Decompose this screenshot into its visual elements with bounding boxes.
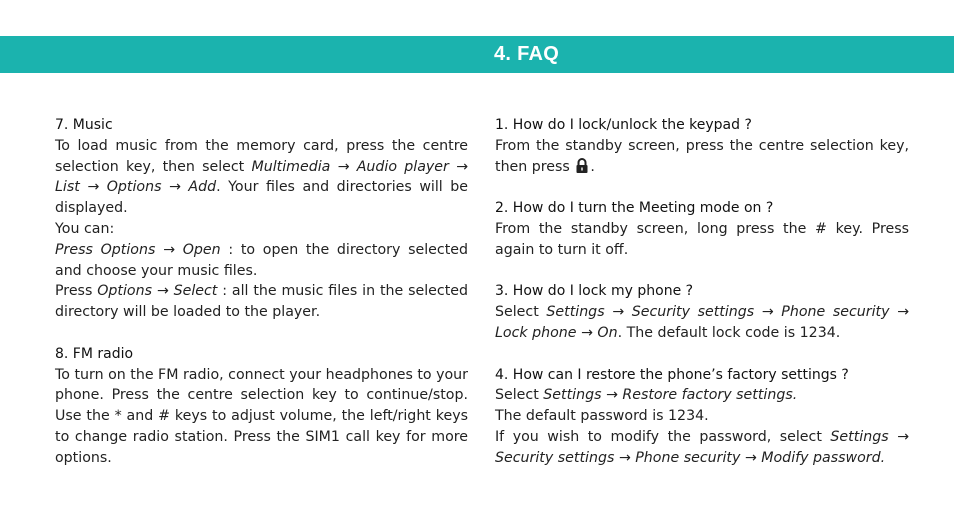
- answer-line-1: [495, 385, 909, 406]
- text: . The default lock code is 1234.: [617, 324, 841, 341]
- answer-line-2: The default password is 1234.: [495, 408, 709, 425]
- section-heading: 7. Music: [55, 117, 113, 133]
- question-heading: 2. How do I turn the Meeting mode on ?: [495, 200, 774, 217]
- question-heading: 4. How can I restore the phone’s factory settings ?: [495, 366, 849, 383]
- text: From the standby screen, press the centre selection key, then press: [495, 137, 909, 175]
- text: If you wish to modify the password, select: [495, 428, 831, 445]
- faq-q1: [495, 115, 909, 177]
- music-you-can: You can:: [55, 220, 115, 237]
- text: Press: [55, 283, 98, 300]
- text: Select: [495, 387, 544, 404]
- text: .: [590, 158, 595, 175]
- menu-path: Press Options → Open: [55, 241, 221, 258]
- header-banner: [0, 36, 954, 73]
- menu-path: Settings → Security settings → Phone security → Modify password.: [495, 428, 909, 466]
- text: Select: [495, 304, 547, 321]
- page-title: 4. FAQ: [494, 43, 560, 65]
- text: . Your files and directories will be displayed.: [55, 179, 468, 217]
- answer: [495, 136, 909, 178]
- text: : all the music files in the selected directory will be loaded to the player.: [55, 283, 468, 321]
- answer-line-3: [495, 427, 909, 469]
- section-heading: 8. FM radio: [55, 345, 134, 362]
- music-paragraph-2: [55, 240, 468, 282]
- menu-path: Multimedia → Audio player → List → Options → Add: [55, 158, 468, 196]
- section-music: [55, 115, 468, 323]
- question-heading: 1. How do I lock/unlock the keypad ?: [495, 117, 752, 133]
- music-paragraph-3: [55, 281, 468, 323]
- menu-path: Settings → Restore factory settings.: [543, 387, 798, 404]
- music-paragraph-1: [55, 136, 468, 219]
- text: : to open the directory selected and choose your music files.: [55, 241, 468, 279]
- text: To load music from the memory card, press the centre selection key, then select: [55, 137, 468, 175]
- menu-path: Settings → Security settings → Phone security → Lock phone → On: [495, 304, 909, 341]
- left-column: [55, 115, 468, 489]
- answer: From the standby screen, long press the # key. Press again to turn it off.: [495, 220, 909, 258]
- fm-paragraph: To turn on the FM radio, connect your headphones to your phone. Press the centre selection key to continue/stop. Use the * and # keys to adjust volume, the left/right keys to change radio station. Press the SIM1 call key for more options.: [55, 366, 468, 466]
- section-fm-radio: [55, 344, 468, 469]
- right-column: [495, 115, 909, 489]
- faq-q4: [495, 365, 909, 469]
- faq-q2: [495, 198, 909, 260]
- menu-path: Options → Select: [97, 283, 218, 300]
- answer: [495, 302, 909, 344]
- lock-icon: [575, 158, 589, 173]
- faq-q3: [495, 281, 909, 343]
- question-heading: 3. How do I lock my phone ?: [495, 283, 694, 300]
